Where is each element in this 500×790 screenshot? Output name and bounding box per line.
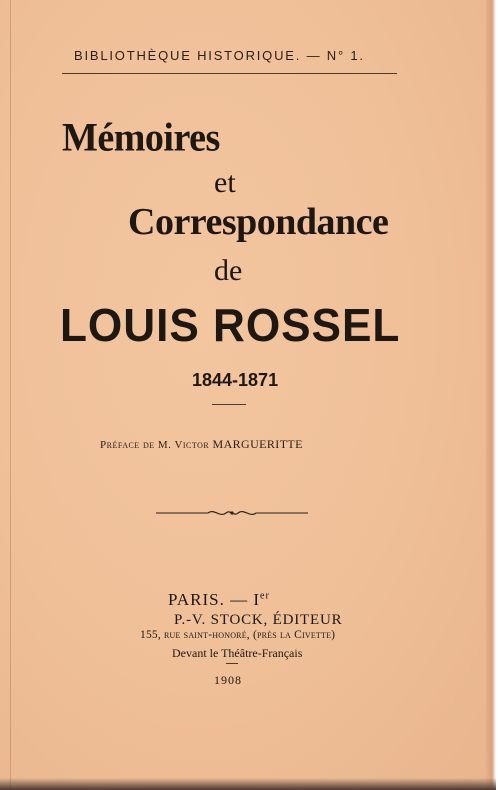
imprint-location: Devant le Théâtre-Français bbox=[172, 646, 303, 660]
series-title: BIBLIOTHÈQUE HISTORIQUE. — N° 1. bbox=[74, 48, 365, 63]
bottom-rule bbox=[226, 663, 238, 664]
title-line-et: et bbox=[214, 166, 236, 199]
life-dates: 1844-1871 bbox=[192, 370, 279, 390]
cover-bottom-edge bbox=[0, 778, 496, 790]
preface-credit bbox=[100, 437, 303, 452]
imprint-city-text: PARIS. — I bbox=[168, 590, 261, 609]
imprint-address: 155, rue saint-honoré, (près la Civette) bbox=[140, 629, 336, 641]
imprint-publisher: P.-V. STOCK, ÉDITEUR bbox=[174, 612, 343, 628]
title-author-name: LOUIS ROSSEL bbox=[60, 299, 401, 351]
preface-author: MARGUERITTE bbox=[212, 437, 303, 451]
middle-rule bbox=[212, 404, 246, 405]
title-line-correspondance: Correspondance bbox=[128, 201, 389, 243]
imprint-city bbox=[168, 590, 318, 610]
title-line-memoires: Mémoires bbox=[62, 115, 220, 161]
preface-prefix: Préface de M. Victor bbox=[100, 439, 210, 451]
imprint-city-sup: er bbox=[260, 590, 270, 602]
imprint-year: 1908 bbox=[214, 673, 242, 687]
cover-right-edge bbox=[486, 0, 496, 790]
ornament-divider bbox=[156, 506, 308, 520]
top-rule bbox=[62, 73, 397, 74]
title-line-de: de bbox=[214, 254, 243, 287]
cover-crease bbox=[10, 0, 11, 790]
